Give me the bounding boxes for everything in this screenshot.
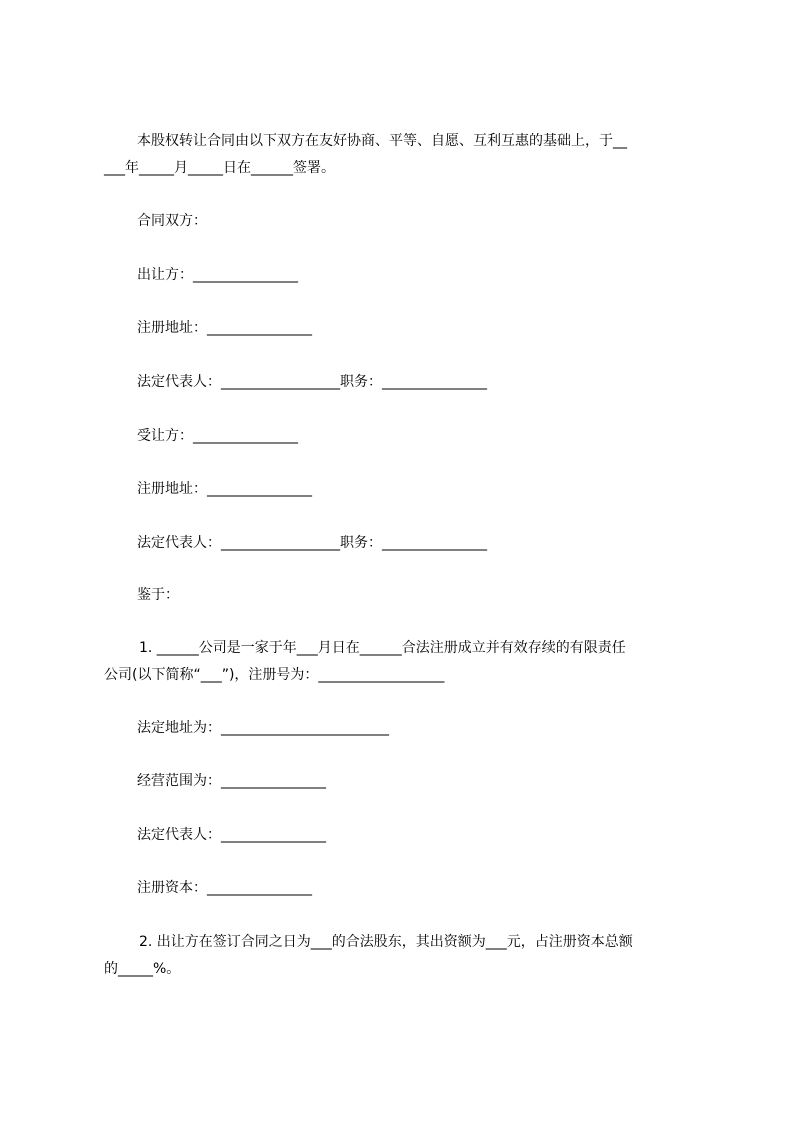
clause-1-line-1: 1. ______公司是一家于年___月日在______合法注册成立并有效存续的有限责任 bbox=[139, 640, 626, 656]
transferee-representative: 法定代表人：_________________职务：_______________ bbox=[137, 535, 487, 551]
clause-2-line-1: 2. 出让方在签订合同之日为___的合法股东，其出资额为___元，占注册资本总额 bbox=[139, 934, 633, 950]
transferor-representative: 法定代表人：_________________职务：_______________ bbox=[137, 374, 487, 390]
clause-1-line-2: 公司(以下简称“___”)，注册号为：__________________ bbox=[104, 667, 445, 683]
intro-line-2: ___年_____月_____日在______签署。 bbox=[104, 160, 335, 176]
company-business-scope: 经营范围为：_______________ bbox=[137, 773, 326, 789]
intro-line-1: 本股权转让合同由以下双方在友好协商、平等、自愿、互利互惠的基础上，于__ bbox=[137, 133, 627, 149]
parties-heading: 合同双方： bbox=[137, 213, 207, 229]
company-legal-address: 法定地址为：________________________ bbox=[137, 720, 389, 736]
transferor-name: 出让方：_______________ bbox=[137, 267, 298, 283]
company-legal-representative: 法定代表人：_______________ bbox=[137, 827, 326, 843]
whereas-heading: 鉴于： bbox=[137, 587, 179, 603]
transferee-address: 注册地址：_______________ bbox=[137, 481, 312, 497]
company-registered-capital: 注册资本：_______________ bbox=[137, 880, 312, 896]
clause-2-line-2: 的_____%。 bbox=[104, 961, 181, 977]
transferor-address: 注册地址：_______________ bbox=[137, 320, 312, 336]
transferee-name: 受让方：_______________ bbox=[137, 428, 298, 444]
